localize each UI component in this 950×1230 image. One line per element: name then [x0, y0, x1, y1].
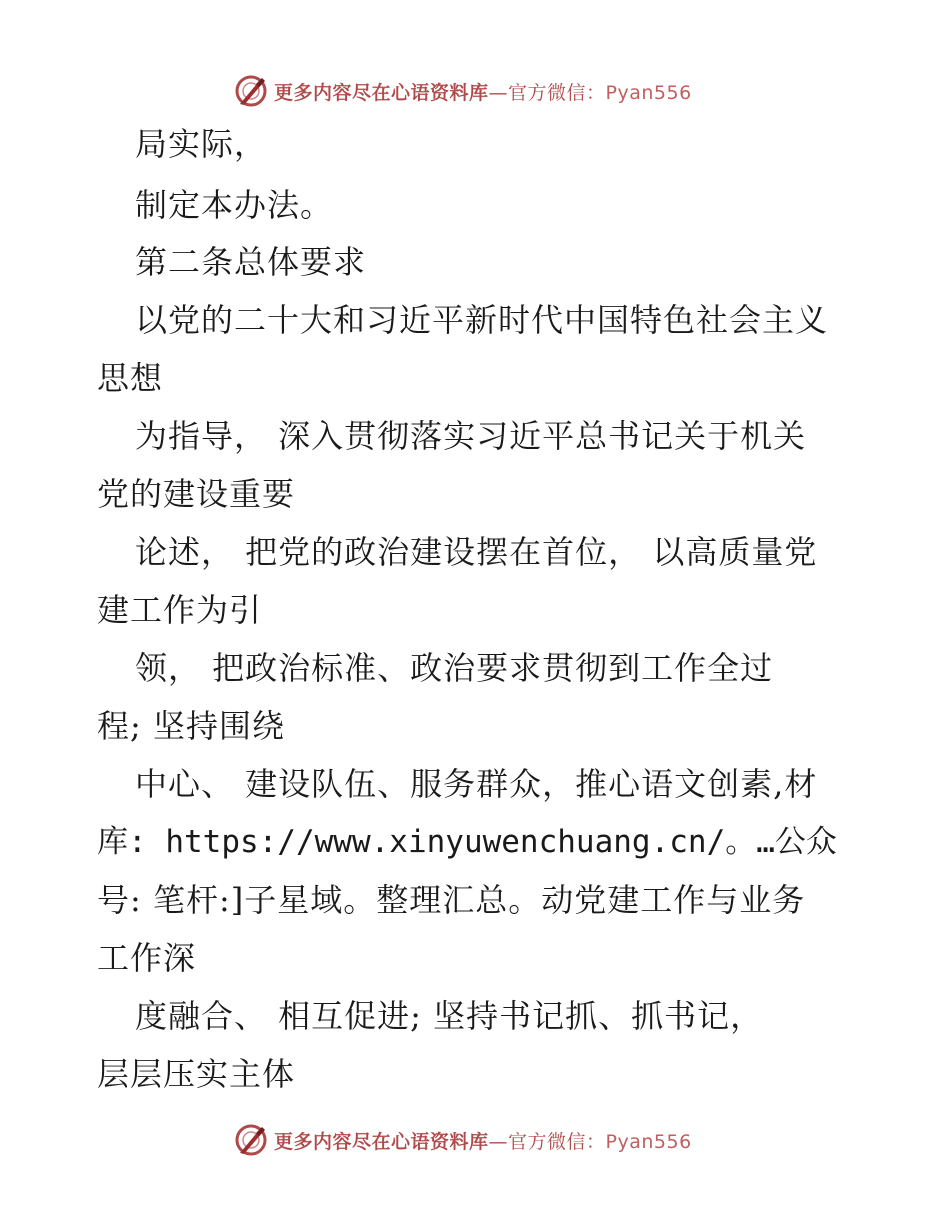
body-line: 局实际，	[135, 125, 268, 163]
body-line: 建工作为引	[97, 591, 263, 629]
watermark-wechat-label: 官方微信：	[508, 1130, 606, 1153]
body-line: 制定本办法。	[135, 186, 334, 224]
body-line: 工作深	[97, 939, 197, 977]
body-line: 号: 笔杆:]子星域。整理汇总。动党建工作与业务	[97, 881, 806, 919]
watermark-header	[234, 74, 692, 108]
body-line: 为指导， 深入贯彻落实习近平总书记关于机关	[135, 417, 807, 455]
body-line: 中心、 建设队伍、服务群众，推心语文创素,材	[135, 765, 818, 803]
body-line: 层层压实主体	[97, 1055, 296, 1093]
body-line: 度融合、 相互促进; 坚持书记抓、抓书记，	[135, 997, 764, 1035]
watermark-separator: —	[488, 1130, 509, 1153]
section-heading: 第二条总体要求	[135, 243, 367, 281]
watermark-wechat-id: Pyan556	[605, 1130, 692, 1153]
body-line: 领， 把政治标准、政治要求贯彻到工作全过	[135, 649, 774, 687]
body-line-url: 库: https://www.xinyuwenchuang.cn/。…公众	[97, 824, 837, 860]
watermark-brand: 更多内容尽在心语资料库	[274, 81, 489, 104]
watermark-footer	[234, 1123, 692, 1157]
watermark-brand: 更多内容尽在心语资料库	[274, 1130, 489, 1153]
watermark-text	[274, 78, 692, 105]
watermark-separator: —	[488, 81, 509, 104]
quill-logo-icon	[234, 74, 268, 108]
body-line: 论述， 把党的政治建设摆在首位， 以高质量党	[135, 533, 818, 571]
body-line: 党的建设重要	[97, 475, 296, 513]
body-line: 程; 坚持围绕	[97, 707, 285, 745]
watermark-text	[274, 1127, 692, 1154]
body-line: 思想	[97, 359, 164, 397]
body-line: 以党的二十大和习近平新时代中国特色社会主义	[135, 301, 829, 339]
quill-logo-icon	[234, 1123, 268, 1157]
watermark-wechat-label: 官方微信：	[508, 81, 606, 104]
watermark-wechat-id: Pyan556	[605, 81, 692, 104]
